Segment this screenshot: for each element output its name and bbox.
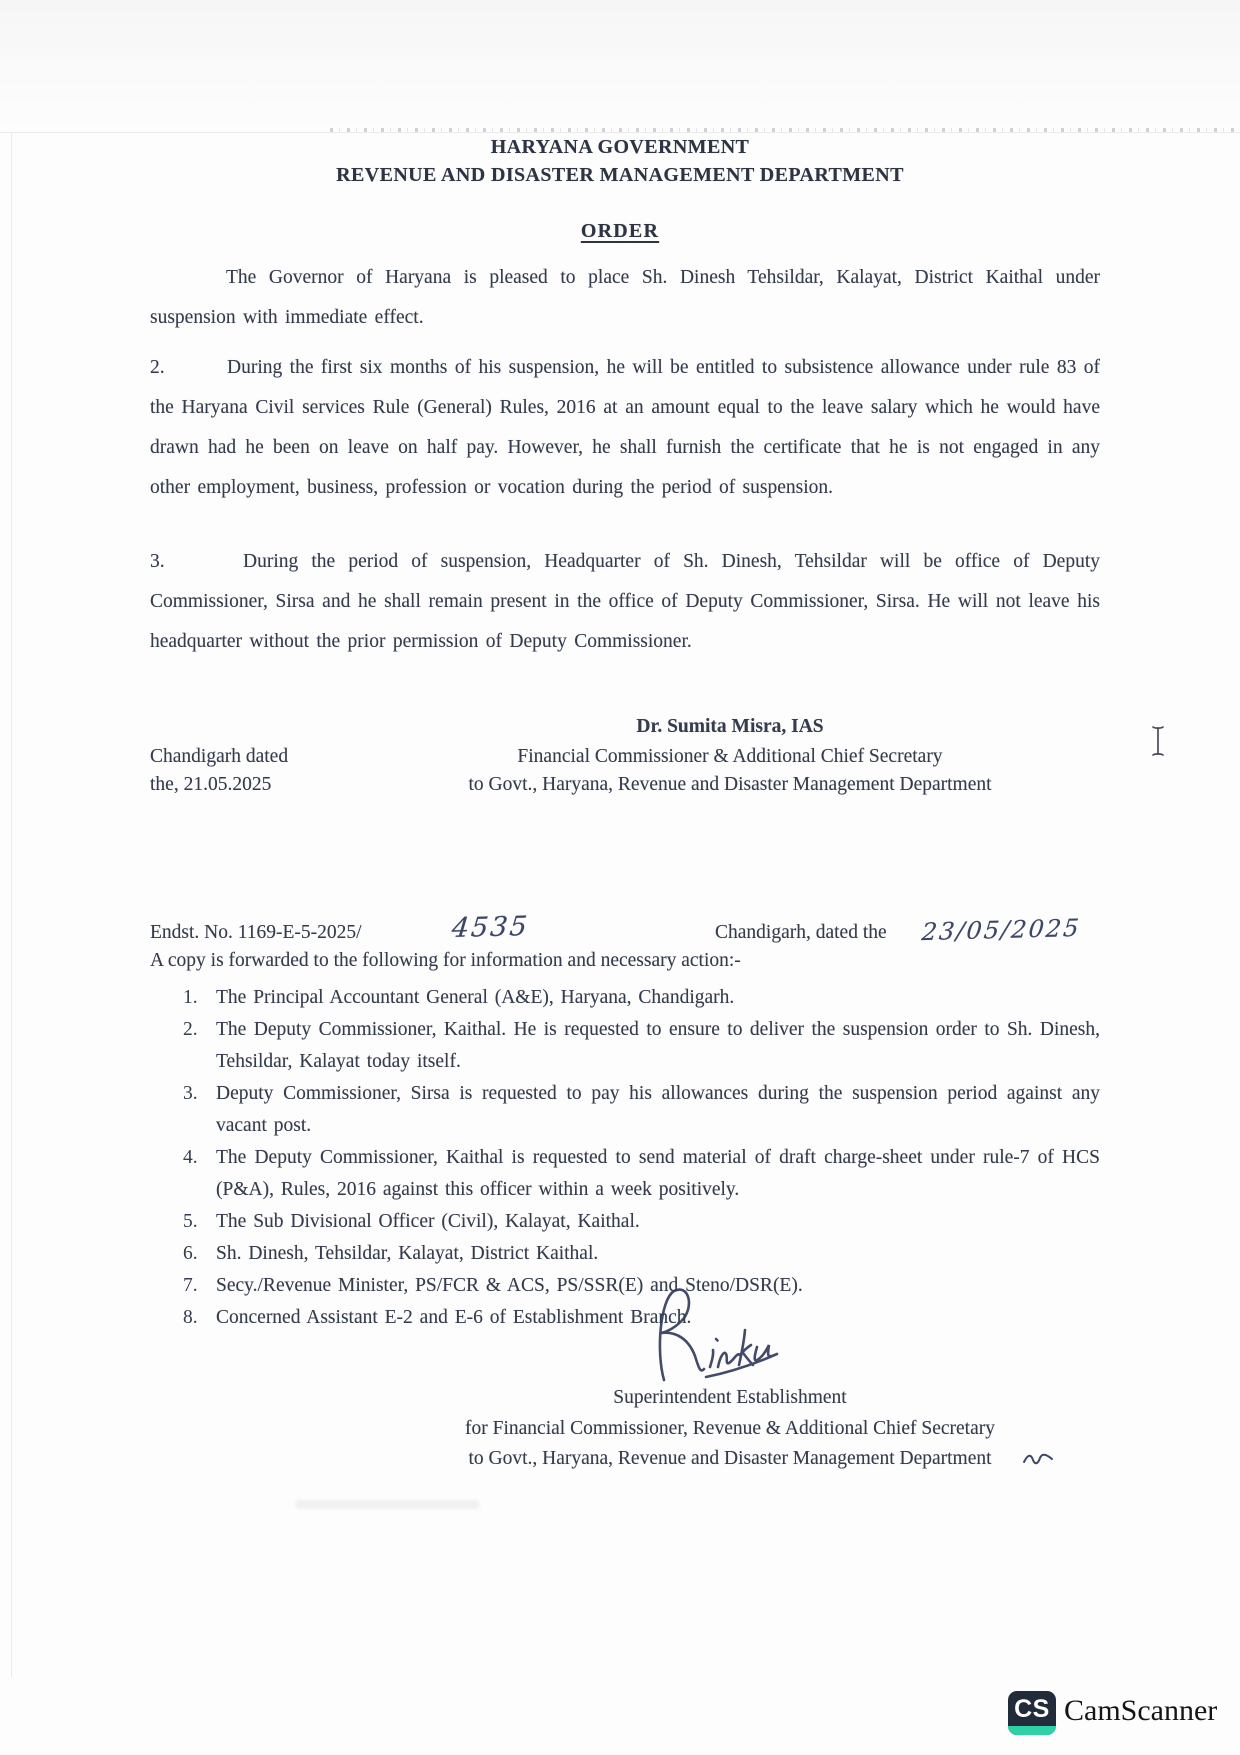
signatory-name: Dr. Sumita Misra, IAS (636, 716, 824, 737)
item-number: 4. (183, 1147, 198, 1168)
endorsement-number-handwritten: 4535 (450, 911, 531, 944)
camscanner-brand-name: CamScanner (1064, 1694, 1218, 1727)
order-paragraph-3 (150, 542, 1100, 662)
paragraph-2-text: During the first six months of his suspension, he will be entitled to subsistence allowance under rule 83 of the Haryana Civil services Rule (General) Rules, 2016 at an amount equal to the leave salary which he would have drawn had he been on leave on half pay. However, he shall furnish the certificate that he is not engaged in any other employment, business, profession or vocation during the period of suspension. (150, 357, 1100, 498)
item-text: Concerned Assistant E-2 and E-6 of Establishment Branch. (216, 1307, 692, 1328)
camscanner-logo-initials: CS (1014, 1695, 1050, 1723)
distribution-item (183, 982, 1100, 1014)
paragraph-3-number: 3. (150, 551, 165, 572)
item-number: 2. (183, 1019, 198, 1040)
scan-left-edge (11, 132, 12, 1677)
signature-line-2: for Financial Commissioner, Revenue & Additional Chief Secretary (465, 1418, 995, 1439)
text-cursor-ibeam-icon (1150, 724, 1166, 763)
order-paragraph-2 (150, 348, 1100, 508)
paragraph-3-text: During the period of suspension, Headquarter of Sh. Dinesh, Tehsildar will be office of Deputy Commissioner, Sirsa and he shall remain present in the office of Deputy Commissioner, Sirsa. He will not leave his headquarter without the prior permission of Deputy Commissioner. (150, 551, 1100, 652)
scan-top-shadow (0, 0, 1240, 132)
item-text: The Sub Divisional Officer (Civil), Kalayat, Kaithal. (216, 1211, 640, 1232)
item-text: The Deputy Commissioner, Kaithal. He is requested to ensure to deliver the suspension order to Sh. Dinesh, Tehsildar, Kalayat today itself. (216, 1019, 1100, 1072)
endorsement-place-printed: Chandigarh, dated the (715, 922, 887, 943)
scan-page-edge (0, 132, 1240, 133)
item-number: 8. (183, 1307, 198, 1328)
order-title (145, 220, 1095, 243)
item-text: Sh. Dinesh, Tehsildar, Kalayat, District Kaithal. (216, 1243, 599, 1264)
scan-smudge (295, 1500, 480, 1509)
item-text: The Principal Accountant General (A&E), Haryana, Chandigarh. (216, 987, 735, 1008)
order-paragraph-1: The Governor of Haryana is pleased to place Sh. Dinesh Tehsildar, Kalayat, District Kaithal under suspension with immediate effect. (150, 267, 1100, 328)
item-number: 3. (183, 1083, 198, 1104)
item-number: 1. (183, 987, 198, 1008)
item-number: 5. (183, 1211, 198, 1232)
handwritten-mark (1022, 1450, 1054, 1471)
signatory-designation-2: to Govt., Haryana, Revenue and Disaster Management Department (468, 774, 992, 795)
distribution-item (183, 1238, 1100, 1270)
camscanner-logo-icon (1008, 1691, 1056, 1735)
item-number: 7. (183, 1275, 198, 1296)
camscanner-logo-band (1008, 1726, 1056, 1735)
order-title-text: ORDER (580, 220, 660, 242)
distribution-item (183, 1078, 1100, 1142)
endorsement-date-handwritten: 23/05/2025 (920, 913, 1082, 947)
distribution-item (183, 1206, 1100, 1238)
item-number: 6. (183, 1243, 198, 1264)
distribution-item (183, 1014, 1100, 1078)
signature-line-1: Superintendent Establishment (613, 1387, 847, 1408)
item-text: The Deputy Commissioner, Kaithal is requested to send material of draft charge-sheet under rule-7 of HCS (P&A), Rules, 2016 against this officer within a week positively. (216, 1147, 1100, 1200)
endorsement-number-printed: Endst. No. 1169-E-5-2025/ (150, 922, 362, 943)
signatory-designation-1: Financial Commissioner & Additional Chief Secretary (517, 746, 943, 767)
paragraph-2-number: 2. (150, 357, 165, 378)
dateline-date: the, 21.05.2025 (150, 774, 272, 795)
dateline-place: Chandigarh dated (150, 746, 289, 767)
signature-line-3: to Govt., Haryana, Revenue and Disaster Management Department (468, 1448, 992, 1469)
item-text: Secy./Revenue Minister, PS/FCR & ACS, PS/SSR(E) and Steno/DSR(E). (216, 1275, 803, 1296)
item-text: Deputy Commissioner, Sirsa is requested to pay his allowances during the suspension period against any vacant post. (216, 1083, 1100, 1136)
document-header-line2: REVENUE AND DISASTER MANAGEMENT DEPARTMENT (336, 164, 904, 186)
copy-forwarded-line: A copy is forwarded to the following for information and necessary action:- (150, 950, 741, 971)
handwritten-signature (636, 1280, 786, 1393)
distribution-item (183, 1142, 1100, 1206)
document-header-line1: HARYANA GOVERNMENT (490, 136, 750, 158)
